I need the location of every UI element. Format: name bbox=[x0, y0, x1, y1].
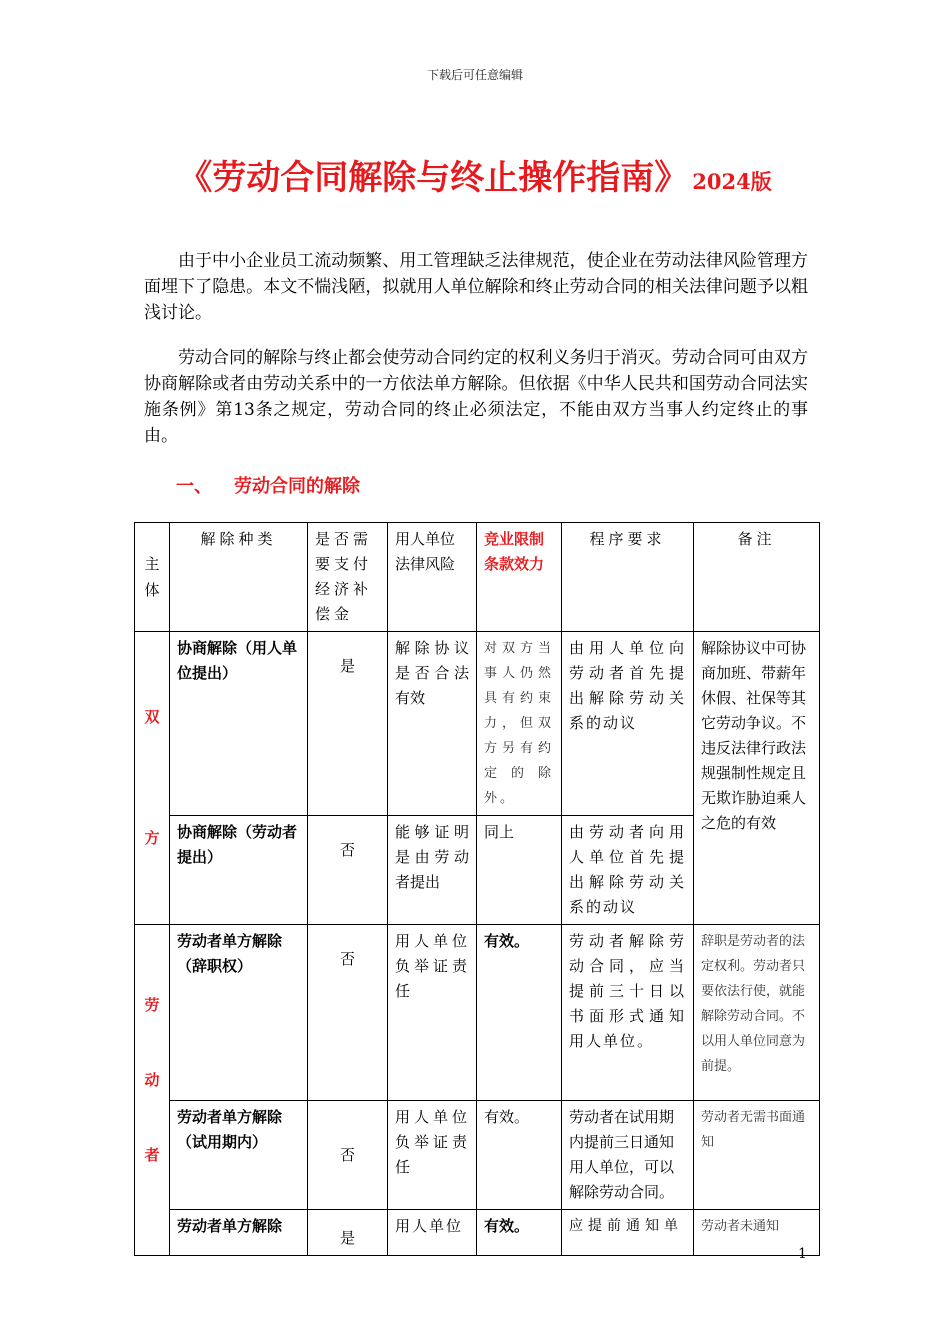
table-header-row bbox=[135, 523, 820, 632]
title-version: 2024版 bbox=[692, 169, 772, 194]
row-remarks: 劳动者无需书面通知 bbox=[694, 1101, 820, 1210]
header-pay: 是否需要支付经济补偿金 bbox=[308, 523, 388, 632]
header-risk: 用人单位法律风险 bbox=[388, 523, 477, 632]
title-main: 《劳动合同解除与终止操作指南》 bbox=[178, 158, 689, 198]
page-number: 1 bbox=[798, 1246, 807, 1262]
header-noncompete: 竞业限制条款效力 bbox=[477, 523, 562, 632]
section-heading bbox=[176, 472, 360, 498]
row-risk: 解除协议是否合法有效 bbox=[388, 632, 477, 816]
row-noncompete: 对双方当事人仍然具有约束力，但双方另有约定的除外。 bbox=[477, 632, 562, 816]
row-kind: 劳动者单方解除（辞职权） bbox=[170, 925, 308, 1101]
section-number: 一、 bbox=[176, 476, 212, 497]
row-noncompete: 有效。 bbox=[477, 925, 562, 1101]
intro-paragraph-2: 劳动合同的解除与终止都会使劳动合同约定的权利义务归于消灭。劳动合同可由双方协商解除或者由劳动关系中的一方依法单方解除。但依据《中华人民共和国劳动合同法实施条例》第13条之规定，劳动合同的终止必须法定，不能由双方当事人约定终止的事由。 bbox=[144, 348, 808, 446]
table-row bbox=[135, 1210, 820, 1256]
group-worker: 劳 动 者 bbox=[135, 925, 170, 1256]
row-noncompete: 同上 bbox=[477, 816, 562, 925]
row-procedure: 劳动者解除劳动合同，应当提前三十日以书面形式通知用人单位。 bbox=[562, 925, 694, 1101]
header-remarks: 备注 bbox=[694, 523, 820, 632]
row-kind: 劳动者单方解除 bbox=[170, 1210, 308, 1256]
document-title bbox=[0, 150, 950, 199]
row-risk: 用人单位负举证责任 bbox=[388, 925, 477, 1101]
row-risk: 用人单位 bbox=[388, 1210, 477, 1256]
section-title: 劳动合同的解除 bbox=[234, 476, 360, 497]
table-row bbox=[135, 925, 820, 1101]
row-remarks: 劳动者未通知 bbox=[694, 1210, 820, 1256]
row-pay: 是 bbox=[308, 632, 388, 816]
row-procedure: 劳动者在试用期内提前三日通知用人单位，可以解除劳动合同。 bbox=[562, 1101, 694, 1210]
table-row bbox=[135, 1101, 820, 1210]
row-risk: 能够证明是由劳动者提出 bbox=[388, 816, 477, 925]
row-remarks: 辞职是劳动者的法定权利。劳动者只要依法行使，就能解除劳动合同。不以用人单位同意为前提。 bbox=[694, 925, 820, 1101]
table-row bbox=[135, 632, 820, 816]
row-kind: 协商解除（劳动者提出） bbox=[170, 816, 308, 925]
row-kind: 劳动者单方解除（试用期内） bbox=[170, 1101, 308, 1210]
header-procedure: 程序要求 bbox=[562, 523, 694, 632]
row-pay: 是 bbox=[308, 1210, 388, 1256]
row-kind: 协商解除（用人单位提出） bbox=[170, 632, 308, 816]
row-noncompete: 有效。 bbox=[477, 1101, 562, 1210]
row-procedure: 由用人单位向劳动者首先提出解除劳动关系的动议 bbox=[562, 632, 694, 816]
row-procedure: 应提前通知单 bbox=[562, 1210, 694, 1256]
intro-paragraph-1: 由于中小企业员工流动频繁、用工管理缺乏法律规范，使企业在劳动法律风险管理方面埋下了隐患。本文不惴浅陋，拟就用人单位解除和终止劳动合同的相关法律问题予以粗浅讨论。 bbox=[144, 251, 808, 323]
row-risk: 用人单位负举证责任 bbox=[388, 1101, 477, 1210]
header-subject: 主体 bbox=[135, 523, 170, 632]
row-pay: 否 bbox=[308, 816, 388, 925]
termination-table bbox=[134, 522, 820, 1256]
header-note: 下载后可任意编辑 bbox=[426, 68, 523, 82]
group-both: 双 方 bbox=[135, 632, 170, 925]
row-remarks: 解除协议中可协商加班、带薪年休假、社保等其它劳动争议。不违反法律行政法规强制性规定且无欺诈胁迫乘人之危的有效 bbox=[694, 632, 820, 925]
row-procedure: 由劳动者向用人单位首先提出解除劳动关系的动议 bbox=[562, 816, 694, 925]
row-pay: 否 bbox=[308, 1101, 388, 1210]
row-pay: 否 bbox=[308, 925, 388, 1101]
row-noncompete: 有效。 bbox=[477, 1210, 562, 1256]
header-kind: 解除种类 bbox=[170, 523, 308, 632]
